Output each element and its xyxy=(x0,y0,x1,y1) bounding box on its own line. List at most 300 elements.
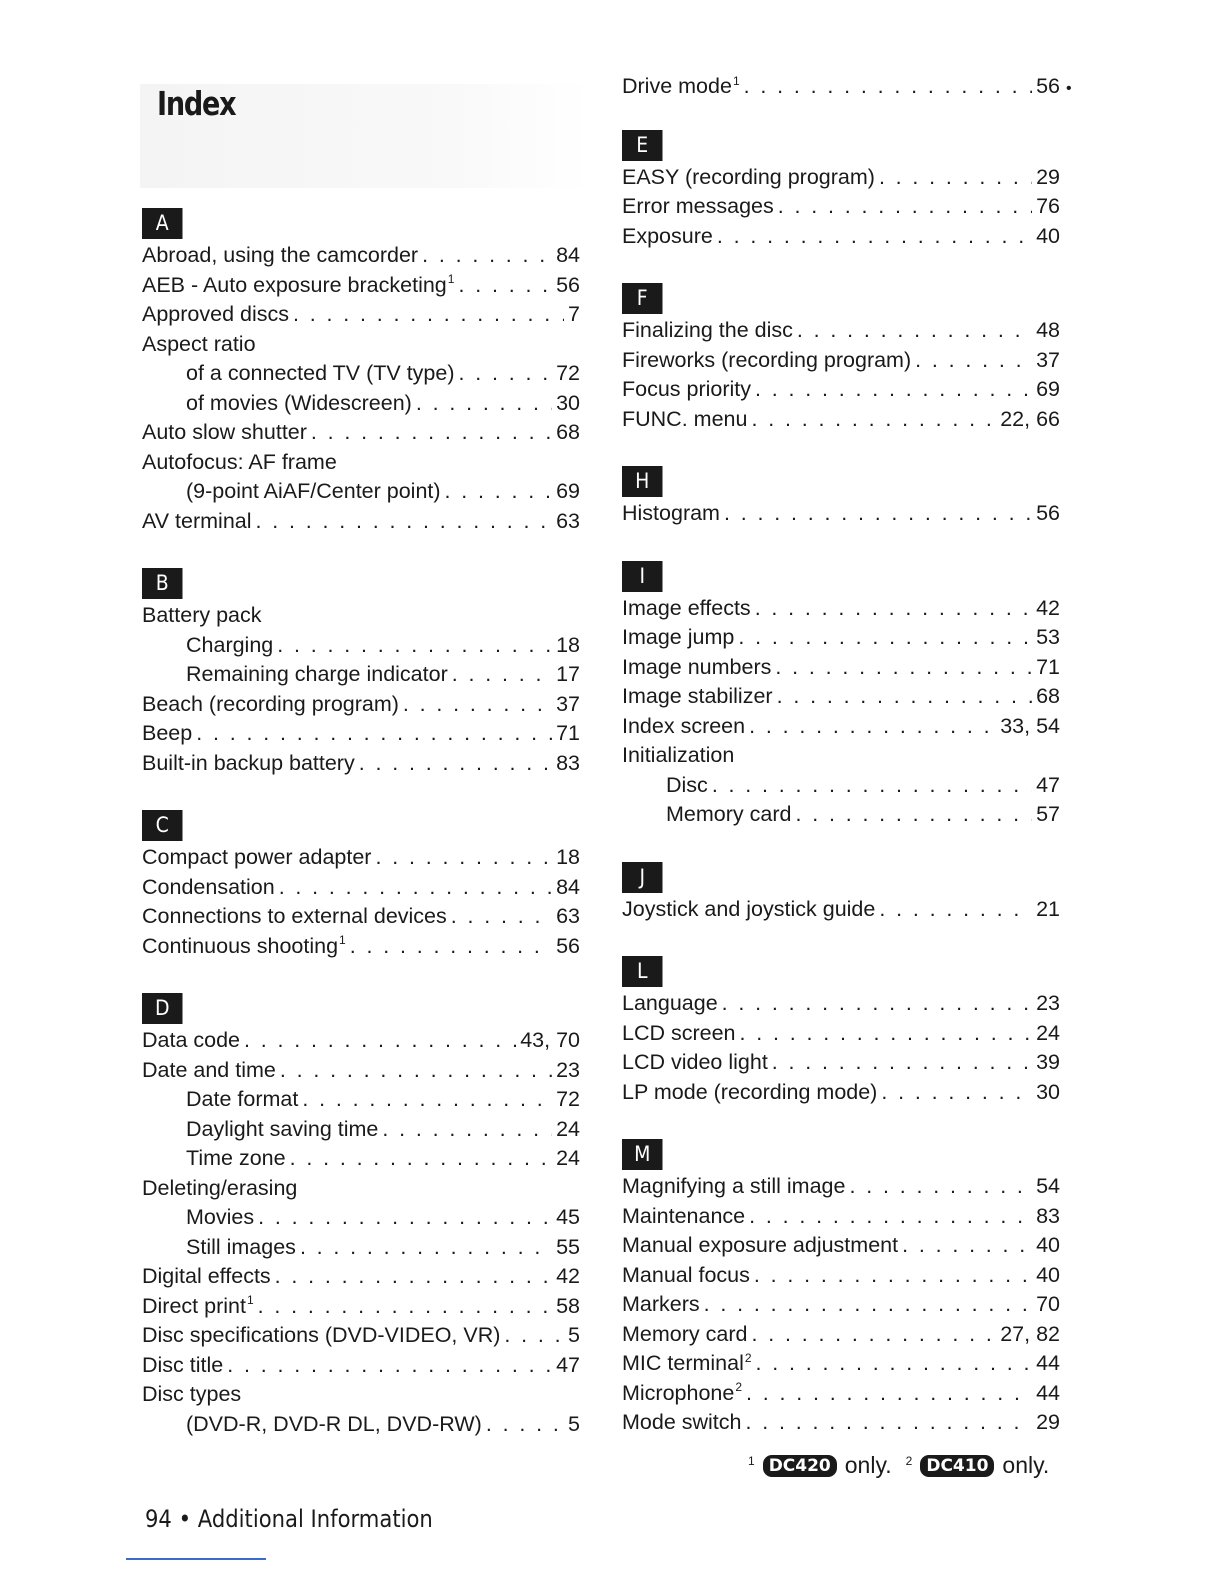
leader-dots xyxy=(382,1115,552,1145)
leader-dots xyxy=(772,1048,1032,1078)
page-ref: 42 xyxy=(1036,595,1060,620)
entry-name xyxy=(622,72,740,102)
index-entry xyxy=(622,1261,1060,1291)
entry-name xyxy=(622,499,720,529)
index-subentry xyxy=(142,1085,580,1115)
index-entry xyxy=(622,222,1060,252)
leader-dots xyxy=(293,300,564,330)
footnote-ref: 1 xyxy=(732,73,740,88)
index-subentry xyxy=(142,1115,580,1145)
entry-name xyxy=(622,1408,742,1438)
page-ref: 24 xyxy=(556,1146,580,1170)
leader-dots xyxy=(452,660,552,690)
leader-dots xyxy=(486,1410,564,1440)
entry-text: Joystick and joystick guide xyxy=(622,896,876,921)
page-ref: 24 xyxy=(556,1116,580,1141)
entry-name: Aspect ratio xyxy=(142,331,256,356)
entry-text: Disc xyxy=(666,772,708,797)
entry-name xyxy=(622,989,718,1019)
index-entry xyxy=(622,1290,1060,1320)
page-ref: 30 xyxy=(556,390,580,415)
index-subentry xyxy=(142,631,580,661)
model-badge-dc420: DC420 xyxy=(763,1455,837,1477)
page-ref: 72 xyxy=(556,1087,580,1111)
entry-name xyxy=(622,1019,736,1049)
index-subentry xyxy=(142,660,580,690)
entry-name xyxy=(622,682,773,712)
entry-text: Date format xyxy=(186,1087,299,1111)
leader-dots xyxy=(879,163,1032,193)
section-letter: L xyxy=(622,956,663,987)
entry-text: Daylight saving time xyxy=(186,1116,379,1141)
entry-name xyxy=(622,1231,898,1261)
entry-name xyxy=(622,1202,745,1232)
footnote-text-1: only. xyxy=(844,1452,892,1478)
index-entry xyxy=(142,690,580,720)
page-ref: 44 xyxy=(1036,1380,1060,1405)
entry-name xyxy=(666,800,791,830)
index-entry xyxy=(142,1351,580,1381)
leader-dots xyxy=(717,222,1032,252)
page-ref: 56 xyxy=(556,933,580,958)
entry-text: Manual focus xyxy=(622,1262,750,1287)
leader-dots xyxy=(751,1320,996,1350)
leader-dots xyxy=(722,989,1032,1019)
entry-name xyxy=(622,1078,877,1108)
leader-dots xyxy=(915,346,1032,376)
entry-text: AV terminal xyxy=(142,508,252,533)
page-ref: 53 xyxy=(1036,625,1060,649)
page-ref: 55 xyxy=(556,1234,580,1259)
leader-dots xyxy=(422,241,552,271)
index-entry xyxy=(622,712,1060,742)
entry-name xyxy=(622,653,771,683)
entry-name xyxy=(186,359,455,389)
entry-name xyxy=(186,1203,254,1233)
entry-name xyxy=(622,222,713,252)
index-subentry xyxy=(142,1410,580,1440)
index-subentry xyxy=(142,1144,580,1174)
page-number: 94 xyxy=(145,1505,172,1533)
entry-name xyxy=(622,1172,845,1202)
leader-dots xyxy=(258,1292,552,1322)
footnote-ref: 1 xyxy=(246,1293,254,1308)
page-ref: 56 xyxy=(556,272,580,297)
leader-dots xyxy=(375,843,552,873)
page-ref: 7 xyxy=(568,302,580,326)
entry-text: Image numbers xyxy=(622,654,772,679)
index-subentry xyxy=(622,771,1060,801)
entry-name xyxy=(622,375,751,405)
index-section-l xyxy=(622,956,1060,1107)
page-ref: 84 xyxy=(556,874,580,899)
page-ref: 29 xyxy=(1036,164,1060,189)
leader-dots xyxy=(797,316,1032,346)
entry-text: Charging xyxy=(186,632,274,657)
entry-name xyxy=(622,594,751,624)
leader-dots xyxy=(775,653,1032,683)
entry-text: of movies (Widescreen) xyxy=(186,390,412,415)
section-letter: D xyxy=(142,993,183,1024)
entry-text: Time zone xyxy=(186,1146,286,1170)
entry-text: Microphone xyxy=(622,1380,735,1405)
entry-text: Fireworks (recording program) xyxy=(622,347,912,372)
leader-dots xyxy=(777,682,1033,712)
leader-dots xyxy=(302,1085,552,1115)
page-ref: 23 xyxy=(556,1057,580,1082)
leader-dots xyxy=(280,1056,552,1086)
section-letter: J xyxy=(622,862,663,893)
entry-name xyxy=(666,771,708,801)
index-subentry xyxy=(142,1203,580,1233)
entry-name xyxy=(622,1349,752,1379)
entry-text: EASY (recording program) xyxy=(622,164,875,189)
page-ref: 68 xyxy=(556,420,580,444)
leader-dots xyxy=(746,1379,1032,1409)
page-ref: 68 xyxy=(1036,684,1060,708)
entry-name: Deleting/erasing xyxy=(142,1175,298,1200)
entry-name xyxy=(186,1144,286,1174)
footnote-text-2: only. xyxy=(1002,1452,1050,1478)
index-section-j xyxy=(622,862,1060,925)
continuation-mark: • xyxy=(1066,80,1072,97)
section-letter: E xyxy=(622,130,663,161)
entry-text: Beep xyxy=(142,721,193,745)
entry-name xyxy=(142,749,355,779)
entry-name xyxy=(142,873,275,903)
entry-name xyxy=(186,1233,296,1263)
entry-text: Digital effects xyxy=(142,1264,271,1288)
leader-dots xyxy=(738,623,1032,653)
index-entry xyxy=(622,1019,1060,1049)
leader-dots xyxy=(359,749,552,779)
entry-text: Focus priority xyxy=(622,377,752,401)
leader-dots xyxy=(416,389,552,419)
section-letter: F xyxy=(622,283,663,314)
entry-text: Error messages xyxy=(622,194,774,218)
leader-dots xyxy=(350,932,552,962)
entry-name xyxy=(622,192,774,222)
index-column-left xyxy=(142,208,580,1471)
leader-dots xyxy=(746,1408,1033,1438)
entry-name: Autofocus: AF frame xyxy=(142,449,337,474)
leader-dots xyxy=(751,405,996,435)
leader-dots xyxy=(300,1233,552,1263)
entry-name xyxy=(142,1321,500,1351)
page-ref: 40 xyxy=(1036,1262,1060,1287)
index-section-i xyxy=(622,561,1060,830)
page-ref: 27, 82 xyxy=(1000,1321,1060,1346)
page-ref: 76 xyxy=(1036,194,1060,218)
entry-text: Continuous shooting xyxy=(142,933,339,958)
footnote-ref: 2 xyxy=(735,1380,743,1395)
entry-name xyxy=(142,843,371,873)
page-ref: 70 xyxy=(1036,1292,1060,1316)
index-entry xyxy=(142,1056,580,1086)
index-entry xyxy=(622,1172,1060,1202)
leader-dots xyxy=(279,873,552,903)
index-section-m xyxy=(622,1139,1060,1438)
leader-dots xyxy=(227,1351,552,1381)
index-entry xyxy=(622,316,1060,346)
index-entry xyxy=(622,499,1060,529)
section-letter: M xyxy=(622,1139,663,1170)
entry-name xyxy=(142,902,447,932)
entry-text: (9-point AiAF/Center point) xyxy=(186,479,441,503)
index-subentry xyxy=(142,389,580,419)
leader-dots xyxy=(275,1262,552,1292)
entry-text: Image jump xyxy=(622,625,735,649)
leader-dots xyxy=(290,1144,553,1174)
index-entry xyxy=(142,873,580,903)
index-entry xyxy=(622,623,1060,653)
index-section-h xyxy=(622,466,1060,529)
index-heading xyxy=(142,330,580,360)
index-entry xyxy=(142,418,580,448)
entry-text: Index screen xyxy=(622,713,746,738)
entry-name xyxy=(622,895,875,925)
entry-text: Histogram xyxy=(622,501,720,525)
page-ref: 83 xyxy=(1036,1203,1060,1228)
entry-text: Connections to external devices xyxy=(142,904,447,928)
entry-text: Markers xyxy=(622,1292,700,1316)
entry-name xyxy=(622,1048,768,1078)
leader-dots xyxy=(258,1203,552,1233)
index-entry xyxy=(142,507,580,537)
entry-name xyxy=(186,389,412,419)
index-section-f xyxy=(622,283,1060,434)
index-entry xyxy=(142,932,580,962)
page-ref: 17 xyxy=(556,662,580,686)
footer-rule xyxy=(126,1558,266,1560)
leader-dots xyxy=(244,1026,516,1056)
entry-text: Approved discs xyxy=(142,302,289,326)
index-entry xyxy=(142,1321,580,1351)
index-subentry xyxy=(622,800,1060,830)
leader-dots xyxy=(712,771,1032,801)
index-entry xyxy=(142,241,580,271)
page-ref: 40 xyxy=(1036,1233,1060,1257)
entry-text: Abroad, using the camcorder xyxy=(142,243,419,267)
leader-dots xyxy=(795,800,1032,830)
index-section-d xyxy=(142,993,580,1439)
section-letter: B xyxy=(142,568,183,599)
leader-dots xyxy=(756,1349,1033,1379)
page-ref: 5 xyxy=(568,1323,580,1347)
index-entry xyxy=(622,192,1060,222)
entry-text: Image stabilizer xyxy=(622,684,773,708)
index-entry xyxy=(142,843,580,873)
index-entry xyxy=(142,271,580,301)
entry-name xyxy=(186,660,448,690)
index-entry xyxy=(142,300,580,330)
index-heading xyxy=(142,601,580,631)
footnote-number-1: 1 xyxy=(748,1454,755,1468)
page-ref: 56 xyxy=(1036,501,1060,525)
entry-text: Mode switch xyxy=(622,1410,742,1434)
page-ref: 40 xyxy=(1036,223,1060,248)
index-section-c xyxy=(142,810,580,961)
entry-text: Finalizing the disc xyxy=(622,318,793,342)
section-letter: C xyxy=(142,810,183,841)
entry-name xyxy=(142,1262,271,1292)
index-entry xyxy=(622,346,1060,376)
leader-dots xyxy=(458,271,552,301)
entry-text: Direct print xyxy=(142,1293,246,1318)
leader-dots xyxy=(879,895,1032,925)
entry-name: Initialization xyxy=(622,743,735,767)
entry-name xyxy=(186,1410,482,1440)
entry-name xyxy=(142,271,454,301)
leader-dots xyxy=(504,1321,564,1351)
entry-text: LCD video light xyxy=(622,1050,768,1074)
entry-text: Still images xyxy=(186,1234,296,1259)
index-entry xyxy=(622,594,1060,624)
entry-name xyxy=(622,1320,747,1350)
entry-text: LCD screen xyxy=(622,1020,736,1045)
page-ref: 72 xyxy=(556,361,580,385)
entry-text: Manual exposure adjustment xyxy=(622,1233,899,1257)
leader-dots xyxy=(755,594,1032,624)
page-ref: 39 xyxy=(1036,1050,1060,1074)
index-heading xyxy=(142,1174,580,1204)
entry-text: Maintenance xyxy=(622,1203,746,1228)
page-ref: 57 xyxy=(1036,802,1060,826)
page-ref: 63 xyxy=(556,508,580,533)
entry-text: Auto slow shutter xyxy=(142,420,307,444)
page-ref: 71 xyxy=(556,721,580,745)
page-ref: 84 xyxy=(556,243,580,267)
entry-name xyxy=(622,1379,742,1409)
page-ref: 37 xyxy=(556,691,580,716)
page-ref: 58 xyxy=(556,1293,580,1318)
page-footer xyxy=(145,1505,433,1533)
leader-dots xyxy=(451,902,552,932)
index-entry xyxy=(622,653,1060,683)
entry-text: (DVD-R, DVD-R DL, DVD-RW) xyxy=(186,1411,482,1436)
entry-text: Drive mode xyxy=(622,74,732,98)
index-entry xyxy=(622,1048,1060,1078)
entry-text: Memory card xyxy=(622,1321,748,1346)
leader-dots xyxy=(403,690,552,720)
entry-name xyxy=(186,1085,298,1115)
entry-name xyxy=(622,623,734,653)
footnote-ref: 2 xyxy=(744,1350,752,1365)
entry-name xyxy=(622,405,747,435)
entry-name xyxy=(142,418,307,448)
entry-text: Memory card xyxy=(666,802,792,826)
page-ref: 69 xyxy=(1036,377,1060,401)
entry-name xyxy=(186,1115,378,1145)
section-letter: A xyxy=(142,208,183,239)
entry-name xyxy=(622,163,875,193)
entry-text: Beach (recording program) xyxy=(142,691,399,716)
index-entry xyxy=(622,1202,1060,1232)
page-ref: 42 xyxy=(556,1264,580,1288)
entry-name xyxy=(622,346,911,376)
page-title: Index xyxy=(157,84,236,123)
leader-dots xyxy=(459,359,553,389)
entry-text: Magnifying a still image xyxy=(622,1174,846,1198)
model-badge-dc410: DC410 xyxy=(920,1455,994,1477)
page-ref: 29 xyxy=(1036,1410,1060,1434)
index-entry xyxy=(142,1262,580,1292)
leader-dots xyxy=(740,1019,1033,1049)
entry-text: Exposure xyxy=(622,223,713,248)
entry-text: Built-in backup battery xyxy=(142,750,355,775)
entry-name xyxy=(622,1290,700,1320)
entry-name xyxy=(142,1026,240,1056)
page-ref: 47 xyxy=(556,1352,580,1377)
footnote xyxy=(748,1452,1049,1479)
index-entry xyxy=(622,682,1060,712)
leader-dots xyxy=(311,418,552,448)
index-heading xyxy=(142,1380,580,1410)
leader-dots xyxy=(902,1231,1032,1261)
entry-text: LP mode (recording mode) xyxy=(622,1079,878,1104)
index-entry xyxy=(622,1231,1060,1261)
entry-text: Disc specifications (DVD-VIDEO, VR) xyxy=(142,1323,501,1347)
entry-name xyxy=(142,690,399,720)
entry-name xyxy=(142,719,192,749)
index-entry xyxy=(622,72,1060,102)
page-ref: 18 xyxy=(556,845,580,869)
entry-name xyxy=(142,1351,223,1381)
page-ref: 71 xyxy=(1036,654,1060,679)
entry-name xyxy=(622,316,793,346)
index-section-a xyxy=(142,208,580,536)
page-ref: 54 xyxy=(1036,1174,1060,1198)
index-entry xyxy=(622,1320,1060,1350)
footer-bullet: • xyxy=(178,1505,192,1533)
page-ref: 23 xyxy=(1036,991,1060,1015)
entry-text: Condensation xyxy=(142,874,275,899)
leader-dots xyxy=(754,1261,1032,1291)
page-ref: 56 xyxy=(1036,74,1060,98)
entry-text: Date and time xyxy=(142,1057,276,1082)
page-ref: 47 xyxy=(1036,772,1060,797)
index-entry xyxy=(142,1026,580,1056)
entry-text: Data code xyxy=(142,1028,241,1052)
leader-dots xyxy=(744,72,1032,102)
leader-dots xyxy=(196,719,552,749)
index-entry xyxy=(142,719,580,749)
index-column-right xyxy=(622,72,1060,1470)
footnote-number-2: 2 xyxy=(905,1454,913,1468)
index-subentry xyxy=(142,1233,580,1263)
entry-name: Disc types xyxy=(142,1382,242,1406)
index-subentry xyxy=(142,477,580,507)
index-section-e xyxy=(622,130,1060,252)
entry-text: Image effects xyxy=(622,595,751,620)
entry-text: Disc title xyxy=(142,1352,224,1377)
page-ref: 18 xyxy=(556,632,580,657)
page-ref: 43, 70 xyxy=(520,1028,580,1052)
entry-text: Movies xyxy=(186,1205,255,1229)
index-entry xyxy=(622,1078,1060,1108)
page-ref: 69 xyxy=(556,479,580,503)
entry-name xyxy=(142,300,289,330)
leader-dots xyxy=(755,375,1032,405)
leader-dots xyxy=(445,477,553,507)
footnote-ref: 1 xyxy=(447,272,455,287)
entry-name: Battery pack xyxy=(142,603,262,627)
footnote-ref: 1 xyxy=(339,933,346,948)
entry-name xyxy=(186,477,441,507)
leader-dots xyxy=(849,1172,1032,1202)
entry-text: of a connected TV (TV type) xyxy=(186,361,455,385)
page-ref: 45 xyxy=(556,1205,580,1229)
